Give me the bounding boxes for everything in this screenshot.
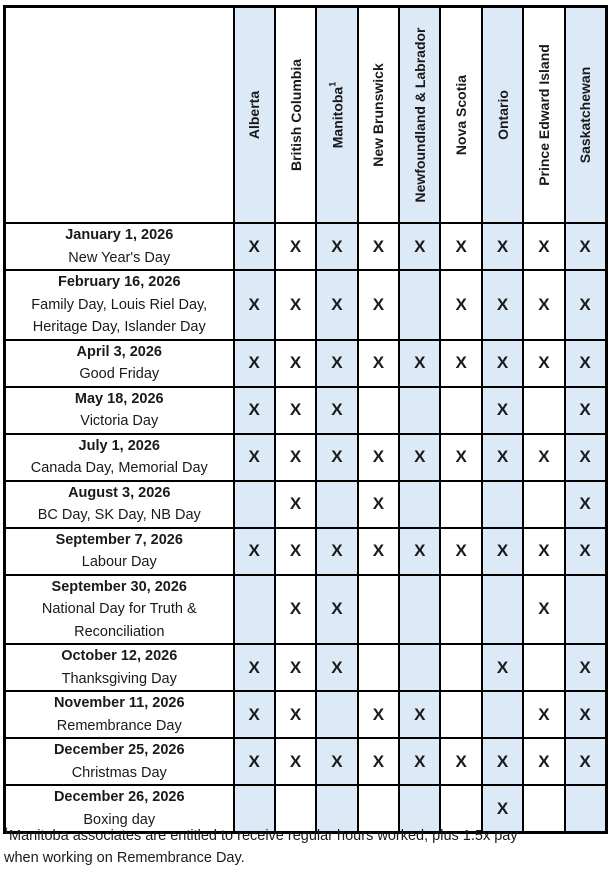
holiday-name: Canada Day, Memorial Day — [30, 460, 208, 476]
observed-mark: X — [565, 340, 606, 387]
observed-mark: X — [234, 340, 275, 387]
empty-cell — [482, 481, 523, 528]
holiday-name: Christmas Day — [71, 764, 167, 781]
observed-mark: X — [316, 575, 357, 645]
footnote-ref: 1 — [327, 81, 338, 87]
province-name: Ontario — [494, 90, 511, 140]
province-label — [577, 67, 593, 164]
empty-cell — [523, 387, 564, 434]
observed-mark: X — [565, 528, 606, 575]
empty-cell — [565, 575, 606, 645]
holiday-row — [5, 644, 607, 691]
observed-mark: X — [234, 644, 275, 691]
province-header-newfoundland-labrador — [399, 7, 440, 224]
province-label — [370, 63, 386, 166]
holiday-name: Boxing day — [83, 811, 156, 828]
observed-mark: X — [316, 223, 357, 270]
observed-mark: X — [482, 270, 523, 340]
observed-mark: X — [440, 738, 481, 785]
observed-mark: X — [482, 387, 523, 434]
empty-cell — [482, 575, 523, 645]
holiday-date: October 12, 2026 — [61, 648, 178, 664]
empty-cell — [440, 691, 481, 738]
observed-mark: X — [565, 644, 606, 691]
observed-mark: X — [275, 340, 316, 387]
observed-mark: X — [234, 223, 275, 270]
holiday-date: July 1, 2026 — [78, 437, 160, 454]
observed-mark: X — [234, 270, 275, 340]
holiday-date: January 1, 2026 — [65, 227, 174, 243]
observed-mark: X — [399, 223, 440, 270]
table-body — [5, 223, 607, 833]
holiday-name: Good Friday — [79, 366, 160, 382]
observed-mark: X — [482, 644, 523, 691]
observed-mark: X — [440, 223, 481, 270]
observed-mark: X — [275, 481, 316, 528]
empty-cell — [358, 575, 399, 645]
observed-mark: X — [440, 434, 481, 481]
holiday-row — [5, 691, 607, 738]
observed-mark: X — [316, 340, 357, 387]
province-name: Nova Scotia — [453, 74, 470, 156]
holiday-row — [5, 270, 607, 340]
empty-cell — [234, 575, 275, 645]
empty-cell — [358, 387, 399, 434]
holiday-date: May 18, 2026 — [74, 390, 164, 407]
observed-mark: X — [523, 528, 564, 575]
province-label — [329, 82, 346, 148]
province-label — [453, 75, 469, 155]
empty-cell — [399, 575, 440, 645]
province-name: Manitoba — [329, 86, 346, 149]
holiday-date: September 30, 2026 — [51, 578, 187, 595]
observed-mark: X — [440, 270, 481, 340]
observed-mark: X — [565, 691, 606, 738]
observed-mark: X — [523, 340, 564, 387]
holiday-row — [5, 575, 607, 645]
observed-mark: X — [358, 738, 399, 785]
holiday-row — [5, 223, 607, 270]
empty-cell — [399, 644, 440, 691]
observed-mark: X — [275, 434, 316, 481]
observed-mark: X — [482, 340, 523, 387]
observed-mark: X — [565, 434, 606, 481]
observed-mark: X — [358, 528, 399, 575]
observed-mark: X — [316, 270, 357, 340]
province-name: British Columbia — [287, 58, 304, 172]
holiday-cell — [5, 528, 234, 575]
holiday-name: Victoria Day — [80, 413, 159, 429]
observed-mark: X — [358, 340, 399, 387]
empty-cell — [316, 481, 357, 528]
holiday-name: BC Day, SK Day, NB Day — [37, 507, 201, 523]
holiday-date: April 3, 2026 — [76, 343, 162, 360]
observed-mark: X — [358, 691, 399, 738]
observed-mark: X — [234, 434, 275, 481]
observed-mark: X — [482, 785, 523, 833]
holiday-row — [5, 528, 607, 575]
observed-mark: X — [358, 434, 399, 481]
footnote — [4, 820, 610, 869]
holiday-date: February 16, 2026 — [57, 274, 181, 290]
empty-cell — [523, 481, 564, 528]
empty-cell — [316, 691, 357, 738]
holiday-cell — [5, 223, 234, 270]
holiday-cell — [5, 270, 234, 340]
holiday-date: December 25, 2026 — [53, 742, 185, 758]
holiday-row — [5, 738, 607, 785]
observed-mark: X — [482, 528, 523, 575]
observed-mark: X — [316, 434, 357, 481]
province-label — [495, 90, 511, 140]
province-header-alberta — [234, 7, 275, 224]
observed-mark: X — [316, 738, 357, 785]
holiday-cell — [5, 738, 234, 785]
footnote-line-1 — [4, 820, 610, 847]
observed-mark: X — [482, 223, 523, 270]
observed-mark: X — [234, 691, 275, 738]
observed-mark: X — [275, 270, 316, 340]
observed-mark: X — [440, 340, 481, 387]
observed-mark: X — [399, 340, 440, 387]
province-header-saskatchewan — [565, 7, 606, 224]
observed-mark: X — [565, 387, 606, 434]
observed-mark: X — [358, 223, 399, 270]
province-label — [246, 91, 262, 139]
observed-mark: X — [399, 434, 440, 481]
observed-mark: X — [399, 528, 440, 575]
observed-mark: X — [565, 481, 606, 528]
holiday-name: Heritage Day, Islander Day — [32, 319, 206, 335]
footnote-line-2: when working on Remembrance Day. — [4, 849, 245, 866]
holiday-name: New Year's Day — [68, 249, 171, 266]
observed-mark: X — [234, 528, 275, 575]
province-label — [412, 28, 428, 203]
province-header-british-columbia — [275, 7, 316, 224]
holiday-name: Family Day, Louis Riel Day, — [31, 296, 208, 313]
footnote-ref: 1 — [4, 826, 10, 836]
observed-mark: X — [399, 691, 440, 738]
observed-mark: X — [275, 387, 316, 434]
observed-mark: X — [523, 434, 564, 481]
footnote-text: Manitoba associates are entitled to receive regular hours worked, plus 1.5x pay — [9, 827, 518, 844]
empty-cell — [523, 644, 564, 691]
holiday-table — [3, 5, 608, 834]
observed-mark: X — [316, 644, 357, 691]
observed-mark: X — [565, 223, 606, 270]
holiday-cell — [5, 481, 234, 528]
observed-mark: X — [234, 387, 275, 434]
observed-mark: X — [275, 644, 316, 691]
province-name: Newfoundland & Labrador — [411, 27, 428, 203]
holiday-cell — [5, 434, 234, 481]
header-row — [5, 7, 607, 224]
observed-mark: X — [399, 738, 440, 785]
province-name: Saskatchewan — [577, 66, 594, 164]
observed-mark: X — [523, 691, 564, 738]
observed-mark: X — [565, 270, 606, 340]
observed-mark: X — [275, 738, 316, 785]
observed-mark: X — [482, 434, 523, 481]
province-name: Prince Edward Island — [535, 44, 552, 186]
province-header-manitoba — [316, 7, 357, 224]
observed-mark: X — [523, 270, 564, 340]
observed-mark: X — [316, 528, 357, 575]
holiday-row — [5, 481, 607, 528]
holiday-date: December 26, 2026 — [53, 789, 185, 805]
holiday-date: August 3, 2026 — [68, 484, 171, 501]
observed-mark: X — [275, 691, 316, 738]
holiday-cell — [5, 575, 234, 645]
empty-cell — [399, 481, 440, 528]
province-label — [536, 44, 552, 186]
holiday-cell — [5, 387, 234, 434]
observed-mark: X — [440, 528, 481, 575]
observed-mark: X — [358, 481, 399, 528]
empty-cell — [440, 575, 481, 645]
holiday-name: Reconciliation — [74, 623, 165, 640]
holiday-name: Remembrance Day — [56, 717, 182, 734]
corner-cell — [5, 7, 234, 224]
observed-mark: X — [234, 738, 275, 785]
empty-cell — [399, 270, 440, 340]
province-name: Alberta — [246, 90, 263, 140]
empty-cell — [234, 481, 275, 528]
observed-mark: X — [275, 528, 316, 575]
holiday-row — [5, 434, 607, 481]
holiday-cell — [5, 691, 234, 738]
province-header-nova-scotia — [440, 7, 481, 224]
province-header-prince-edward-island — [523, 7, 564, 224]
empty-cell — [482, 691, 523, 738]
observed-mark: X — [358, 270, 399, 340]
holiday-date: September 7, 2026 — [55, 531, 183, 548]
empty-cell — [358, 644, 399, 691]
holiday-row — [5, 340, 607, 387]
observed-mark: X — [482, 738, 523, 785]
province-header-ontario — [482, 7, 523, 224]
empty-cell — [440, 644, 481, 691]
holiday-name: Labour Day — [81, 554, 157, 570]
holiday-cell — [5, 644, 234, 691]
holiday-name: Thanksgiving Day — [61, 670, 177, 687]
holiday-row — [5, 387, 607, 434]
empty-cell — [399, 387, 440, 434]
province-name: New Brunswick — [370, 63, 387, 167]
empty-cell — [440, 387, 481, 434]
province-label — [288, 59, 304, 171]
holiday-cell — [5, 340, 234, 387]
empty-cell — [440, 481, 481, 528]
observed-mark: X — [275, 223, 316, 270]
observed-mark: X — [316, 387, 357, 434]
observed-mark: X — [523, 738, 564, 785]
province-header-new-brunswick — [358, 7, 399, 224]
observed-mark: X — [275, 575, 316, 645]
holiday-name: National Day for Truth & — [41, 601, 197, 617]
holiday-date: November 11, 2026 — [53, 695, 185, 711]
observed-mark: X — [523, 575, 564, 645]
observed-mark: X — [565, 738, 606, 785]
observed-mark: X — [523, 223, 564, 270]
